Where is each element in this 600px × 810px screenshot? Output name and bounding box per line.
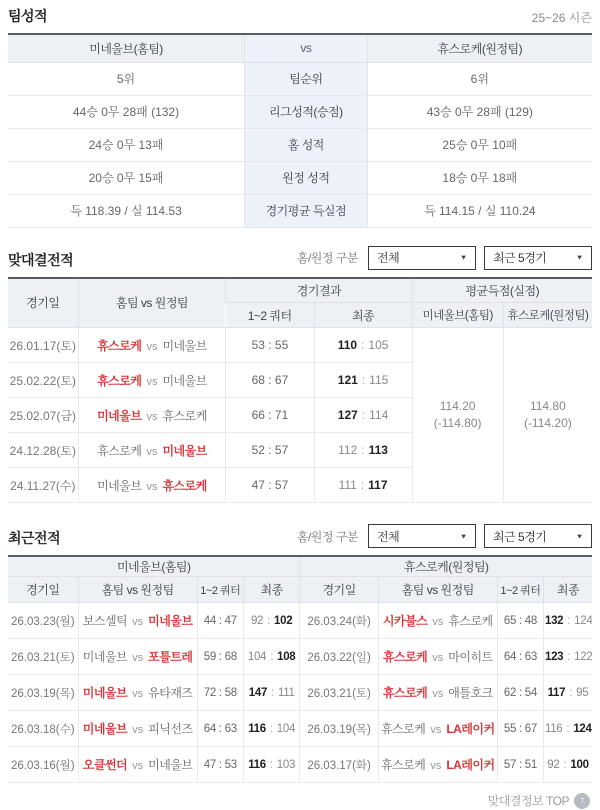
final-home-score: 132 [544, 614, 564, 627]
away-team-name: LA레이커 [446, 722, 495, 736]
back-to-top-link[interactable] [488, 792, 590, 809]
home-team-name: 미네울브 [97, 408, 142, 423]
team-stats-header-bar [8, 6, 592, 26]
away-team-name: 마이히트 [448, 650, 493, 664]
recent-row [8, 639, 592, 675]
final-away-score: 117 [368, 478, 388, 492]
team-stats-row [8, 161, 592, 194]
col-q12: 1~2 쿼터 [226, 303, 314, 328]
stat-label: 원정 성적 [245, 161, 368, 194]
recent-scope-value: 전체 [377, 529, 400, 544]
vs-label: vs [146, 340, 158, 353]
home-stat-value: 득 118.39 / 실 114.53 [8, 194, 245, 227]
right-col-teams: 홈팀 vs 원정팀 [378, 577, 497, 603]
col-avg-group: 평균득점(실점) [412, 278, 592, 303]
recent-title: 최근전적 [8, 530, 61, 546]
home-team-header: 미네울브(홈팀) [8, 34, 245, 62]
final-home-score: 112 [338, 443, 358, 457]
col-avg-home: 미네울브(홈팀) [412, 303, 503, 328]
left-group-header: 미네울브(홈팀) [8, 556, 300, 577]
stat-label: 홈 성적 [245, 128, 368, 161]
final-home-score: 116 [248, 758, 266, 771]
vs-label: vs [146, 375, 158, 388]
right-quarter-score: 64 : 63 [497, 639, 543, 675]
col-avg-away: 휴스로케(원정팀) [503, 303, 592, 328]
home-away-filter-label: 홈/원정 구분 [296, 529, 358, 544]
final-away-score: 122 [574, 650, 592, 663]
left-final-score: 147 : 111 [243, 675, 300, 711]
vs-label: vs [132, 616, 144, 628]
away-stat-value: 25승 0무 10패 [367, 128, 592, 161]
h2h-row [8, 328, 592, 363]
h2h-header-row-1 [8, 278, 592, 303]
vs-label: vs [430, 724, 442, 736]
right-quarter-score: 57 : 51 [497, 747, 543, 783]
home-team-name: 휴스로케 [97, 338, 142, 353]
vs-label: vs [132, 724, 144, 736]
matchup [78, 468, 226, 503]
right-quarter-score: 55 : 67 [497, 711, 543, 747]
away-team-name: 피닉선즈 [148, 722, 193, 736]
final-home-score: 127 [337, 408, 358, 422]
final-home-score: 116 [544, 722, 563, 735]
matchup [78, 433, 226, 468]
right-col-q12: 1~2 쿼터 [497, 577, 543, 603]
team-stats-section [8, 6, 592, 228]
home-team-name: 시카불스 [382, 614, 428, 628]
away-team-name: 미네울브 [148, 614, 193, 628]
quarter-score: 66 : 71 [226, 398, 314, 433]
recent-sub-header-row [8, 577, 592, 603]
final-away-score: 111 [277, 686, 295, 699]
avg-points-away: 114.80 (-114.20) [503, 328, 592, 503]
home-stat-value: 44승 0무 28패 (132) [8, 95, 245, 128]
left-game-date: 26.03.16(월) [8, 747, 78, 783]
chevron-down-icon: ▼ [575, 532, 583, 540]
h2h-table [8, 277, 592, 504]
home-team-name: 휴스로케 [97, 443, 142, 458]
final-home-score: 110 [337, 338, 358, 352]
team-stats-table [8, 33, 592, 228]
home-team-name: 휴스로케 [382, 650, 428, 664]
final-score: 110 : 105 [314, 328, 412, 363]
left-col-final: 최종 [243, 577, 300, 603]
recent-table [8, 555, 592, 783]
vs-label: vs [432, 616, 444, 628]
stat-label: 경기평균 득실점 [245, 194, 368, 227]
final-home-score: 111 [338, 478, 357, 492]
chevron-down-icon: ▼ [575, 253, 583, 262]
h2h-scope-select[interactable] [368, 246, 476, 270]
vs-header: vs [245, 34, 368, 62]
vs-label: vs [432, 688, 444, 700]
game-date: 24.12.28(토) [8, 433, 78, 468]
recent-section [8, 524, 592, 810]
recent-header-bar [8, 524, 592, 548]
final-home-score: 92 [547, 758, 560, 771]
h2h-range-select[interactable] [484, 246, 592, 270]
home-team-name: 미네울브 [97, 478, 142, 493]
home-away-filter-label: 홈/원정 구분 [296, 251, 358, 265]
home-stat-value: 20승 0무 15패 [8, 161, 245, 194]
final-away-score: 100 [570, 758, 589, 771]
vs-label: vs [430, 760, 442, 772]
h2h-section [8, 246, 592, 504]
h2h-range-value: 최근 5경기 [493, 251, 547, 265]
right-final-score: 117 : 95 [543, 675, 592, 711]
right-final-score: 116 : 124 [543, 711, 592, 747]
home-team-name: 미네울브 [82, 722, 128, 736]
final-away-score: 102 [274, 614, 293, 627]
team-stats-row [8, 62, 592, 95]
away-team-name: 미네울브 [162, 443, 207, 458]
final-home-score: 123 [544, 650, 564, 663]
right-quarter-score: 65 : 48 [497, 603, 543, 639]
away-stat-value: 18승 0무 18패 [367, 161, 592, 194]
final-away-score: 105 [368, 338, 389, 352]
final-away-score: 103 [276, 758, 296, 771]
left-matchup [78, 639, 197, 675]
right-final-score: 123 : 122 [543, 639, 592, 675]
left-col-teams: 홈팀 vs 원정팀 [78, 577, 197, 603]
quarter-score: 68 : 67 [226, 363, 314, 398]
final-away-score: 104 [276, 722, 296, 735]
away-stat-value: 43승 0무 28패 (129) [367, 95, 592, 128]
game-date: 25.02.22(토) [8, 363, 78, 398]
footer [8, 783, 592, 810]
avg-points-home: 114.20 (-114.80) [412, 328, 503, 503]
left-col-q12: 1~2 쿼터 [197, 577, 243, 603]
right-col-date: 경기일 [300, 577, 378, 603]
quarter-score: 52 : 57 [226, 433, 314, 468]
home-team-name: 오클썬더 [82, 758, 128, 772]
col-result-group: 경기결과 [226, 278, 412, 303]
left-quarter-score: 47 : 53 [197, 747, 243, 783]
final-away-score: 95 [576, 686, 589, 699]
team-stats-header-row [8, 34, 592, 62]
matchup [78, 398, 226, 433]
left-game-date: 26.03.18(수) [8, 711, 78, 747]
final-home-score: 147 [248, 686, 268, 699]
final-away-score: 124 [574, 614, 592, 627]
away-team-name: 미네울브 [162, 338, 207, 353]
away-team-name: 포틀트레 [148, 650, 193, 664]
left-final-score: 92 : 102 [243, 603, 300, 639]
left-matchup [78, 747, 197, 783]
right-game-date: 26.03.21(토) [300, 675, 378, 711]
final-score: 111 : 117 [314, 468, 412, 503]
arrow-up-icon: ↑ [574, 793, 590, 809]
matchup [78, 328, 226, 363]
chevron-down-icon: ▼ [459, 532, 467, 540]
recent-group-header-row [8, 556, 592, 577]
home-team-name: 휴스로케 [380, 722, 426, 736]
left-quarter-score: 44 : 47 [197, 603, 243, 639]
left-matchup [78, 711, 197, 747]
final-home-score: 116 [248, 722, 266, 735]
left-final-score: 116 : 104 [243, 711, 300, 747]
recent-row [8, 747, 592, 783]
team-stats-row [8, 194, 592, 227]
right-col-final: 최종 [543, 577, 592, 603]
right-matchup [378, 747, 497, 783]
away-team-name: 휴스로케 [448, 614, 493, 628]
away-team-header: 휴스로케(원정팀) [367, 34, 592, 62]
game-date: 25.02.07(금) [8, 398, 78, 433]
right-quarter-score: 62 : 54 [497, 675, 543, 711]
home-team-name: 미네울브 [82, 686, 128, 700]
final-away-score: 114 [369, 408, 389, 422]
vs-label: vs [132, 688, 144, 700]
left-final-score: 116 : 103 [243, 747, 300, 783]
right-matchup [378, 603, 497, 639]
away-team-name: 휴스로케 [162, 478, 207, 493]
away-team-name: 미네울브 [162, 373, 207, 388]
col-date: 경기일 [8, 278, 78, 328]
home-team-name: 보스셀틱 [82, 614, 128, 628]
right-matchup [378, 675, 497, 711]
away-stat-value: 6위 [367, 62, 592, 95]
recent-row [8, 711, 592, 747]
home-team-name: 휴스로케 [97, 373, 142, 388]
vs-label: vs [146, 480, 158, 493]
h2h-header-bar [8, 246, 592, 270]
final-score: 121 : 115 [314, 363, 412, 398]
stat-label: 리그성적(승점) [245, 95, 368, 128]
left-quarter-score: 64 : 63 [197, 711, 243, 747]
quarter-score: 47 : 57 [226, 468, 314, 503]
left-quarter-score: 72 : 58 [197, 675, 243, 711]
vs-label: vs [132, 652, 144, 664]
chevron-down-icon: ▼ [459, 253, 467, 262]
final-score: 127 : 114 [314, 398, 412, 433]
col-teams: 홈팀 vs 원정팀 [78, 278, 226, 328]
home-stat-value: 24승 0무 13패 [8, 128, 245, 161]
final-away-score: 108 [277, 650, 296, 663]
away-stat-value: 득 114.15 / 실 110.24 [367, 194, 592, 227]
left-matchup [78, 675, 197, 711]
quarter-score: 53 : 55 [226, 328, 314, 363]
back-to-top-label: 맞대결정보 TOP [487, 794, 569, 808]
final-home-score: 92 [250, 614, 264, 627]
final-away-score: 113 [368, 443, 388, 457]
vs-label: vs [146, 445, 158, 458]
final-home-score: 117 [547, 686, 566, 699]
left-matchup [78, 603, 197, 639]
vs-label: vs [146, 410, 158, 423]
away-team-name: 미네울브 [148, 758, 193, 772]
left-col-date: 경기일 [8, 577, 78, 603]
recent-filters [297, 524, 592, 548]
h2h-scope-value: 전체 [377, 251, 400, 265]
recent-row [8, 675, 592, 711]
recent-range-value: 최근 5경기 [493, 529, 547, 544]
right-matchup [378, 639, 497, 675]
recent-row [8, 603, 592, 639]
left-game-date: 26.03.19(목) [8, 675, 78, 711]
left-game-date: 26.03.21(토) [8, 639, 78, 675]
right-final-score: 92 : 100 [543, 747, 592, 783]
away-team-name: LA레이커 [446, 758, 495, 772]
right-game-date: 26.03.19(목) [300, 711, 378, 747]
team-stats-row [8, 128, 592, 161]
h2h-filters [297, 246, 592, 270]
home-team-name: 휴스로케 [380, 758, 426, 772]
col-final: 최종 [314, 303, 412, 328]
game-date: 26.01.17(토) [8, 328, 78, 363]
recent-scope-select[interactable] [368, 524, 476, 548]
right-group-header: 휴스로케(원정팀) [300, 556, 592, 577]
stat-label: 팀순위 [245, 62, 368, 95]
right-final-score: 132 : 124 [543, 603, 592, 639]
right-game-date: 26.03.24(화) [300, 603, 378, 639]
h2h-title: 맞대결전적 [8, 251, 74, 268]
final-home-score: 104 [247, 650, 267, 663]
left-quarter-score: 59 : 68 [197, 639, 243, 675]
away-team-name: 유타재즈 [148, 686, 193, 700]
final-home-score: 121 [337, 373, 358, 387]
away-team-name: 휴스로케 [162, 408, 207, 423]
matchup [78, 363, 226, 398]
vs-label: vs [432, 652, 444, 664]
home-stat-value: 5위 [8, 62, 245, 95]
home-team-name: 휴스로케 [382, 686, 428, 700]
final-away-score: 124 [573, 722, 592, 735]
game-date: 24.11.27(수) [8, 468, 78, 503]
final-away-score: 115 [369, 373, 389, 387]
team-stats-row [8, 95, 592, 128]
final-score: 112 : 113 [314, 433, 412, 468]
right-game-date: 26.03.22(일) [300, 639, 378, 675]
left-game-date: 26.03.23(월) [8, 603, 78, 639]
recent-range-select[interactable] [484, 524, 592, 548]
right-game-date: 26.03.17(화) [300, 747, 378, 783]
away-team-name: 애틀호크 [448, 686, 493, 700]
right-matchup [378, 711, 497, 747]
team-stats-title: 팀성적 [8, 8, 48, 24]
season-label: 25~26 시즌 [531, 11, 592, 25]
vs-label: vs [132, 760, 144, 772]
home-team-name: 미네울브 [82, 650, 128, 664]
left-final-score: 104 : 108 [243, 639, 300, 675]
